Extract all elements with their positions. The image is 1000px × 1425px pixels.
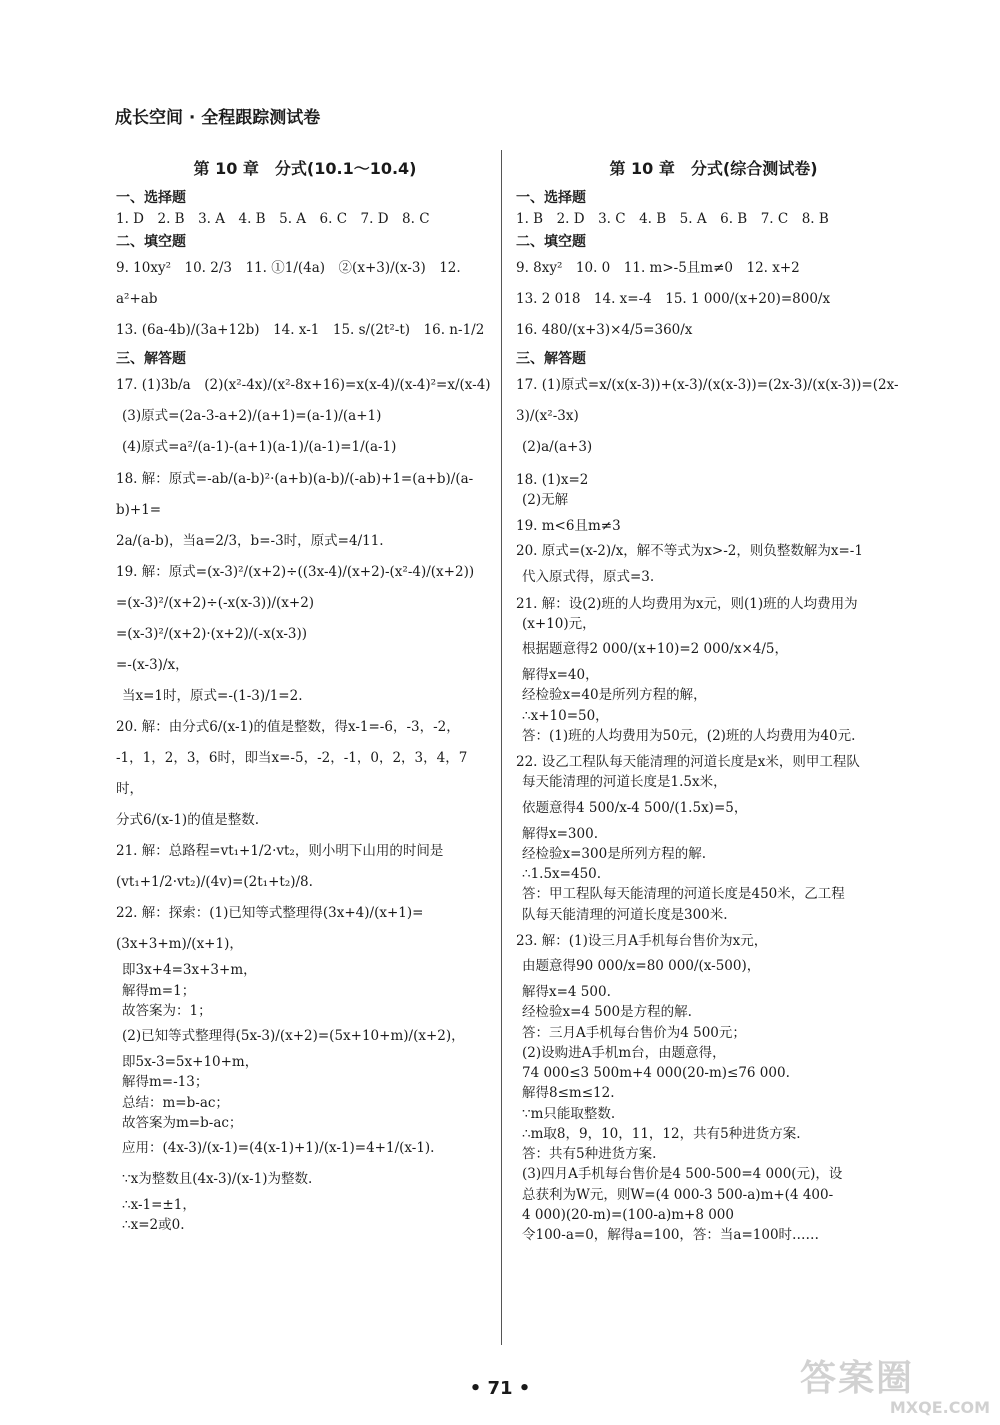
answer-line: 23. 解：(1)设三月A手机每台售价为x元， <box>516 932 768 949</box>
right-answer-list <box>516 187 911 1245</box>
section-heading: 二、填空题 <box>116 234 186 251</box>
answer-line: ∴m取8，9，10，11，12，共有5种进货方案. <box>522 1125 801 1142</box>
answer-line: 解得8≤m≤12. <box>522 1085 615 1102</box>
answer-line: 13. (6a-4b)/(3a+12b) 14. x-1 15. s/(2t²-t) 16. n-1/2 <box>116 322 485 339</box>
book-header: 成长空间 · 全程跟踪测试卷 <box>115 108 321 128</box>
answer-line: 每天能清理的河道长度是1.5x米， <box>522 774 727 791</box>
answer-line: (vt₁+1/2·vt₂)/(4v)=(2t₁+t₂)/8. <box>116 874 313 891</box>
answer-line: =-(x-3)/x， <box>116 656 189 673</box>
answer-line: 根据题意得2 000/(x+10)=2 000/x×4/5， <box>522 641 788 658</box>
answer-line: 13. 2 018 14. x=-4 15. 1 000/(x+20)=800/x <box>516 291 831 308</box>
answer-line: 答：甲工程队每天能清理的河道长度是450米，乙工程 <box>522 886 845 903</box>
answer-line: 1. B 2. D 3. C 4. B 5. A 6. B 7. C 8. B <box>516 211 829 227</box>
section-heading: 三、解答题 <box>116 351 186 368</box>
watermark-url: MXQE.COM <box>889 1398 990 1417</box>
answer-line: 总结：m=b-ac； <box>122 1094 229 1111</box>
answer-line: 经检验x=300是所列方程的解. <box>522 845 706 862</box>
answer-line: 由题意得90 000/x=80 000/(x-500)， <box>522 958 761 975</box>
answer-line: (x+10)元， <box>522 615 596 632</box>
answer-line: 20. 原式=(x-2)/x，解不等式为x>-2，则负整数解为x=-1 <box>516 543 863 560</box>
right-column-title: 第 10 章 分式(综合测试卷) <box>609 159 818 178</box>
answer-line: ∵m只能取整数. <box>522 1105 616 1122</box>
right-column <box>516 156 911 1245</box>
answer-line: 代入原式得，原式=3. <box>522 569 655 586</box>
section-heading: 一、选择题 <box>116 190 186 206</box>
answer-line: 总获利为W元，则W=(4 000-3 500-a)m+(4 400- <box>522 1186 834 1203</box>
answer-line: 解得x=4 500. <box>522 984 611 1001</box>
answer-line: (2)设购进A手机m台，由题意得， <box>522 1044 726 1061</box>
answer-line: 21. 解：设(2)班的人均费用为x元，则(1)班的人均费用为 <box>516 595 858 612</box>
left-answer-list <box>116 187 494 1236</box>
answer-line: ∴x+10=50， <box>522 707 609 724</box>
answer-line: 解得x=40， <box>522 667 599 684</box>
answer-line: 4 000)(20-m)=(100-a)m+8 000 <box>522 1206 734 1223</box>
answer-line: 应用：(4x-3)/(x-1)=(4(x-1)+1)/(x-1)=4+1/(x-1). <box>122 1140 435 1157</box>
answer-line: 21. 解：总路程=vt₁+1/2·vt₂，则小明下山用的时间是 <box>116 843 444 860</box>
answer-line: 令100-a=0，解得a=100，答：当a=100时…… <box>522 1227 820 1244</box>
answer-line: 故答案为m=b-ac； <box>122 1114 243 1131</box>
answer-line: (3)原式=(2a-3-a+2)/(a+1)=(a-1)/(a+1) <box>122 408 382 425</box>
answer-line: 18. 解：原式=-ab/(a-b)²·(a+b)(a-b)/(-ab)+1=(a+b)/(a-b)+1= <box>116 470 474 518</box>
answer-line: 9. 8xy² 10. 0 11. m>-5且m≠0 12. x+2 <box>516 260 800 277</box>
answer-line: 经检验x=40是所列方程的解， <box>522 687 707 704</box>
answer-line: 解得x=300. <box>522 825 598 842</box>
page-number: • 71 • <box>469 1378 531 1399</box>
answer-line: 19. m<6且m≠3 <box>516 518 621 535</box>
answer-line: (4)原式=a²/(a-1)-(a+1)(a-1)/(a-1)=1/(a-1) <box>122 439 397 456</box>
answer-line: (2)无解 <box>522 491 569 508</box>
answer-line: ∴1.5x=450. <box>522 866 602 883</box>
left-column-title: 第 10 章 分式(10.1～10.4) <box>193 159 417 178</box>
answer-line: 9. 10xy² 10. 2/3 11. ①1/(4a) ②(x+3)/(x-3) 12. a²+ab <box>116 260 465 308</box>
answer-line: 74 000≤3 500m+4 000(20-m)≤76 000. <box>522 1065 790 1082</box>
answer-line: 经检验x=4 500是方程的解. <box>522 1004 692 1021</box>
answer-line: =(x-3)²/(x+2)÷(-x(x-3))/(x+2) <box>116 594 315 611</box>
answer-line: 22. 设乙工程队每天能清理的河道长度是x米，则甲工程队 <box>516 754 860 771</box>
answer-line: 16. 480/(x+3)×4/5=360/x <box>516 322 693 339</box>
watermark-logo <box>800 1359 990 1419</box>
answer-line: ∴x=2或0. <box>122 1217 185 1234</box>
answer-line: -1，1，2，3，6时，即当x=-5，-2，-1，0，2，3，4，7时， <box>116 749 468 797</box>
answer-line: 2a/(a-b)，当a=2/3，b=-3时，原式=4/11. <box>116 532 384 549</box>
answer-line: 20. 解：由分式6/(x-1)的值是整数，得x-1=-6，-3，-2， <box>116 718 460 735</box>
answer-line: 答：三月A手机每台售价为4 500元； <box>522 1024 746 1041</box>
answer-line: 19. 解：原式=(x-3)²/(x+2)÷((3x-4)/(x+2)-(x²-4)/(x+2)) <box>116 563 475 580</box>
answer-line: 17. (1)原式=x/(x(x-3))+(x-3)/(x(x-3))=(2x-3)/(x(x-3))=(2x-3)/(x²-3x) <box>516 377 899 425</box>
answer-line: 即5x-3=5x+10+m， <box>122 1054 259 1071</box>
answer-line: 即3x+4=3x+3+m， <box>122 962 257 979</box>
answer-line: 解得m=-13； <box>122 1074 209 1091</box>
answer-line: 依题意得4 500/x-4 500/(1.5x)=5， <box>522 799 748 816</box>
answer-line: (2)a/(a+3) <box>522 439 593 456</box>
answer-line: 解得m=1； <box>122 982 196 999</box>
section-heading: 三、解答题 <box>516 351 586 368</box>
answer-line: 22. 解：探索：(1)已知等式整理得(3x+4)/(x+1)=(3x+3+m)/(x+1)， <box>116 905 424 953</box>
answer-line: 17. (1)3b/a (2)(x²-4x)/(x²-8x+16)=x(x-4)/(x-4)²=x/(x-4) <box>116 377 491 394</box>
answer-line: 分式6/(x-1)的值是整数. <box>116 812 259 829</box>
answer-line: ∴x-1=±1， <box>122 1197 196 1214</box>
answer-line: 答：共有5种进货方案. <box>522 1146 657 1163</box>
section-heading: 二、填空题 <box>516 234 586 251</box>
answer-line: (2)已知等式整理得(5x-3)/(x+2)=(5x+10+m)/(x+2)， <box>122 1028 465 1045</box>
left-column <box>116 156 494 1236</box>
answer-line: =(x-3)²/(x+2)·(x+2)/(-x(x-3)) <box>116 625 308 642</box>
column-divider <box>501 150 502 1345</box>
answer-line: 当x=1时，原式=-(1-3)/1=2. <box>122 687 303 704</box>
section-heading: 一、选择题 <box>516 190 586 206</box>
answer-line: 故答案为：1； <box>122 1002 212 1019</box>
watermark-text: 答案圈 <box>800 1358 915 1399</box>
answer-line: 答：(1)班的人均费用为50元，(2)班的人均费用为40元. <box>522 727 856 744</box>
answer-line: 1. D 2. B 3. A 4. B 5. A 6. C 7. D 8. C <box>116 211 430 227</box>
answer-line: ∵x为整数且(4x-3)/(x-1)为整数. <box>122 1171 313 1188</box>
answer-line: 队每天能清理的河道长度是300米. <box>522 906 728 923</box>
answer-line: 18. (1)x=2 <box>516 471 589 488</box>
answer-line: (3)四月A手机每台售价是4 500-500=4 000(元)，设 <box>522 1166 843 1183</box>
